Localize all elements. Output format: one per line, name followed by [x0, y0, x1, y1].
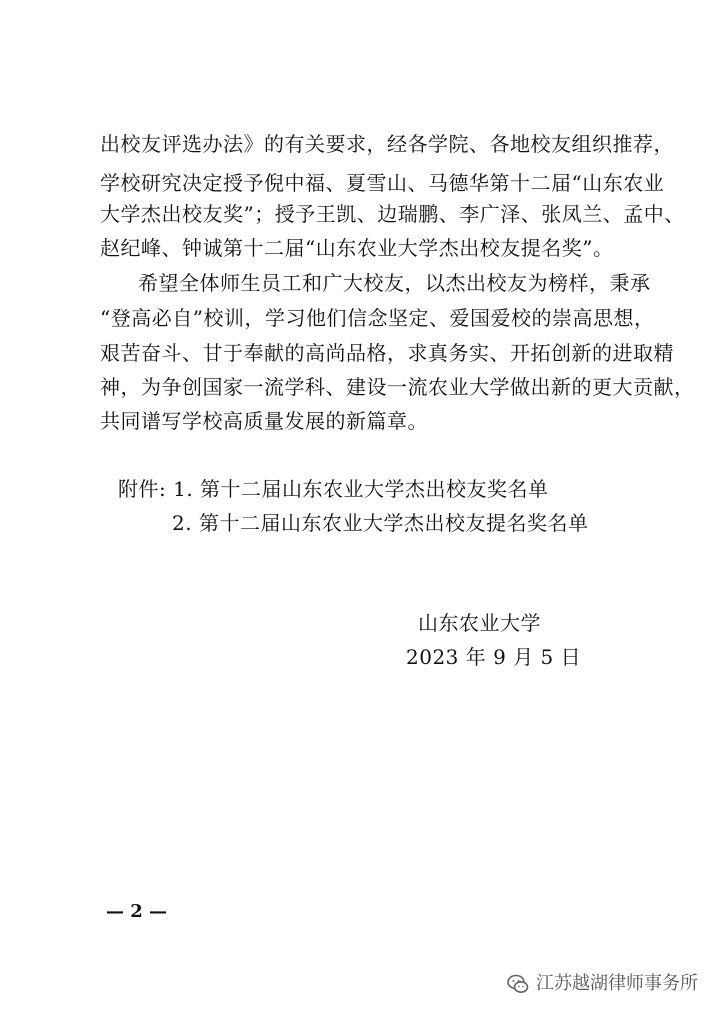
paragraph-2-line-4: 神，为争创国家一流学科、建设一流农业大学做出新的更大贡献， [100, 375, 695, 399]
signature-date: 2023 年 9 月 5 日 [406, 645, 582, 669]
paragraph-1-line-2: 学校研究决定授予倪中福、夏雪山、马德华第十二届“山东农业 [100, 171, 665, 195]
paragraph-2-line-1: 希望全体师生员工和广大校友，以杰出校友为榜样，秉承 [138, 271, 651, 295]
paragraph-1-line-1: 出校友评选办法》的有关要求，经各学院、各地校友组织推荐， [100, 132, 674, 156]
watermark [506, 972, 698, 996]
paragraph-1-line-3: 大学杰出校友奖”；授予王凯、边瑞鹏、李广泽、张凤兰、孟中、 [100, 202, 685, 226]
wechat-icon [506, 972, 530, 996]
page-number: — 2 — [106, 901, 168, 922]
paragraph-2-line-5: 共同谱写学校高质量发展的新篇章。 [100, 409, 428, 433]
paragraph-2-line-3: 艰苦奋斗、甘于奉献的高尚品格，求真务实、开拓创新的进取精 [100, 341, 674, 365]
attachment-line-1: 附件: 1. 第十二届山东农业大学杰出校友奖名单 [118, 477, 549, 501]
paragraph-1-line-4: 赵纪峰、钟诚第十二届“山东农业大学杰出校友提名奖”。 [100, 236, 614, 260]
paragraph-2-line-2: “登高必自”校训，学习他们信念坚定、爱国爱校的崇高思想， [100, 306, 655, 330]
signature-organization: 山东农业大学 [418, 611, 541, 635]
watermark-text: 江苏越湖律师事务所 [536, 973, 698, 994]
attachment-line-2: 2. 第十二届山东农业大学杰出校友提名奖名单 [172, 511, 589, 535]
